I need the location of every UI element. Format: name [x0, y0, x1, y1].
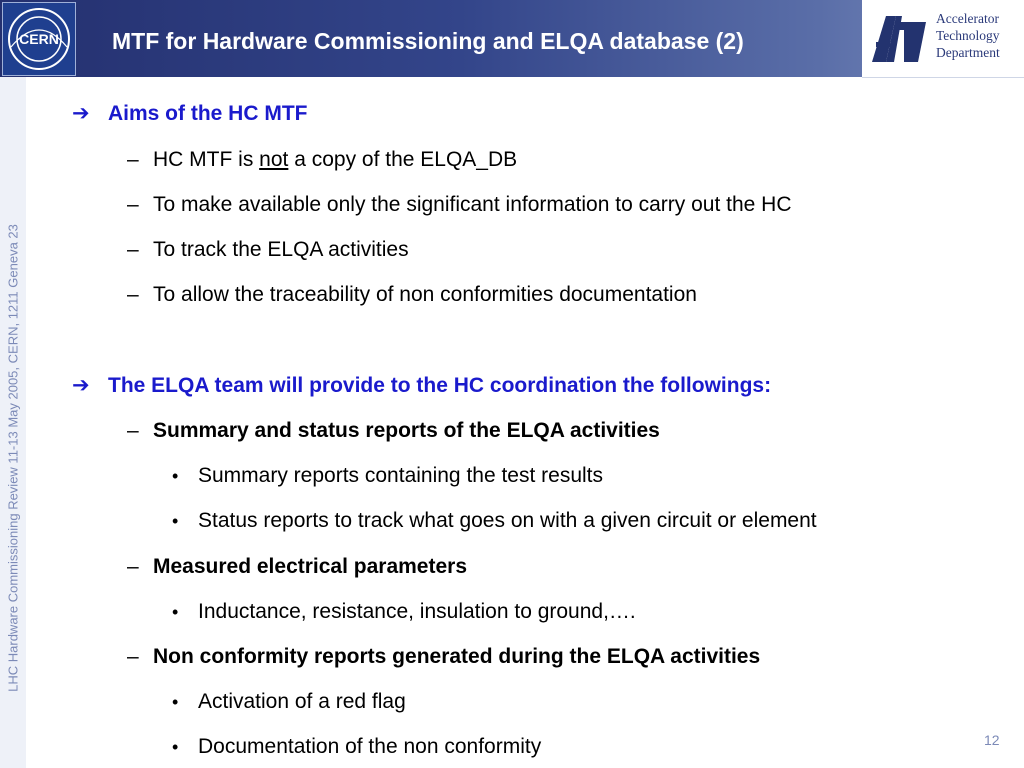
- dept-line: Technology: [936, 28, 1000, 43]
- dot-bullet: •: [172, 602, 179, 622]
- dot-bullet: •: [172, 466, 179, 486]
- item-text: Activation of a red flag: [198, 690, 406, 713]
- list-item: [172, 599, 636, 625]
- list-item: [172, 734, 541, 760]
- item-text: a copy of the ELQA_DB: [288, 148, 518, 171]
- emphasis-not: not: [259, 148, 289, 171]
- elqa-heading-row: [72, 373, 771, 399]
- item-text: Status reports to track what goes on with a given circuit or element: [198, 509, 817, 532]
- elqa-heading: The ELQA team will provide to the HC coordination the followings:: [108, 374, 772, 397]
- dash-marker: –: [127, 419, 139, 442]
- atd-logo-block: [862, 0, 1024, 78]
- arrow-bullet-icon: ➔: [72, 102, 90, 125]
- section-title-row: [127, 554, 467, 580]
- item-text: Documentation of the non conformity: [198, 735, 542, 758]
- slide-title: MTF for Hardware Commissioning and ELQA database (2): [112, 28, 744, 54]
- dash-marker: –: [127, 148, 139, 171]
- list-item: [172, 463, 603, 489]
- list-item: [127, 282, 697, 308]
- list-item: [127, 147, 517, 173]
- footer-conference-text: LHC Hardware Commissioning Review 11-13 May 2005, CERN, 1211 Geneva 23: [5, 224, 21, 692]
- list-item: [127, 237, 409, 263]
- item-text: HC MTF is: [153, 148, 260, 171]
- aims-heading: Aims of the HC MTF: [108, 102, 308, 125]
- dot-bullet: •: [172, 511, 179, 531]
- dash-marker: –: [127, 238, 139, 261]
- list-item: [172, 508, 817, 534]
- cern-logo: [2, 2, 76, 76]
- svg-text:CERN: CERN: [19, 31, 59, 47]
- dash-marker: –: [127, 283, 139, 306]
- slide-header: [0, 0, 1024, 77]
- department-name: [936, 10, 1024, 61]
- dash-marker: –: [127, 645, 139, 668]
- section-title: Measured electrical parameters: [153, 555, 468, 578]
- dash-marker: –: [127, 555, 139, 578]
- item-text: To allow the traceability of non conformities documentation: [153, 283, 697, 306]
- item-text: To track the ELQA activities: [153, 238, 409, 261]
- item-text: To make available only the significant information to carry out the HC: [153, 193, 792, 216]
- item-text: Inductance, resistance, insulation to ground,….: [198, 600, 636, 623]
- section-title-row: [127, 418, 660, 444]
- section-title: Summary and status reports of the ELQA activities: [153, 419, 660, 442]
- page-number: 12: [984, 732, 1000, 748]
- list-item: [127, 192, 791, 218]
- aims-heading-row: [72, 101, 308, 127]
- dept-line: Department: [936, 45, 1000, 60]
- list-item: [172, 689, 406, 715]
- section-title-row: [127, 644, 760, 670]
- arrow-bullet-icon: ➔: [72, 374, 90, 397]
- atd-emblem-icon: [868, 12, 930, 64]
- dash-marker: –: [127, 193, 139, 216]
- dot-bullet: •: [172, 692, 179, 712]
- item-text: Summary reports containing the test results: [198, 464, 604, 487]
- dot-bullet: •: [172, 737, 179, 757]
- dept-line: Accelerator: [936, 11, 999, 26]
- section-title: Non conformity reports generated during the ELQA activities: [153, 645, 761, 668]
